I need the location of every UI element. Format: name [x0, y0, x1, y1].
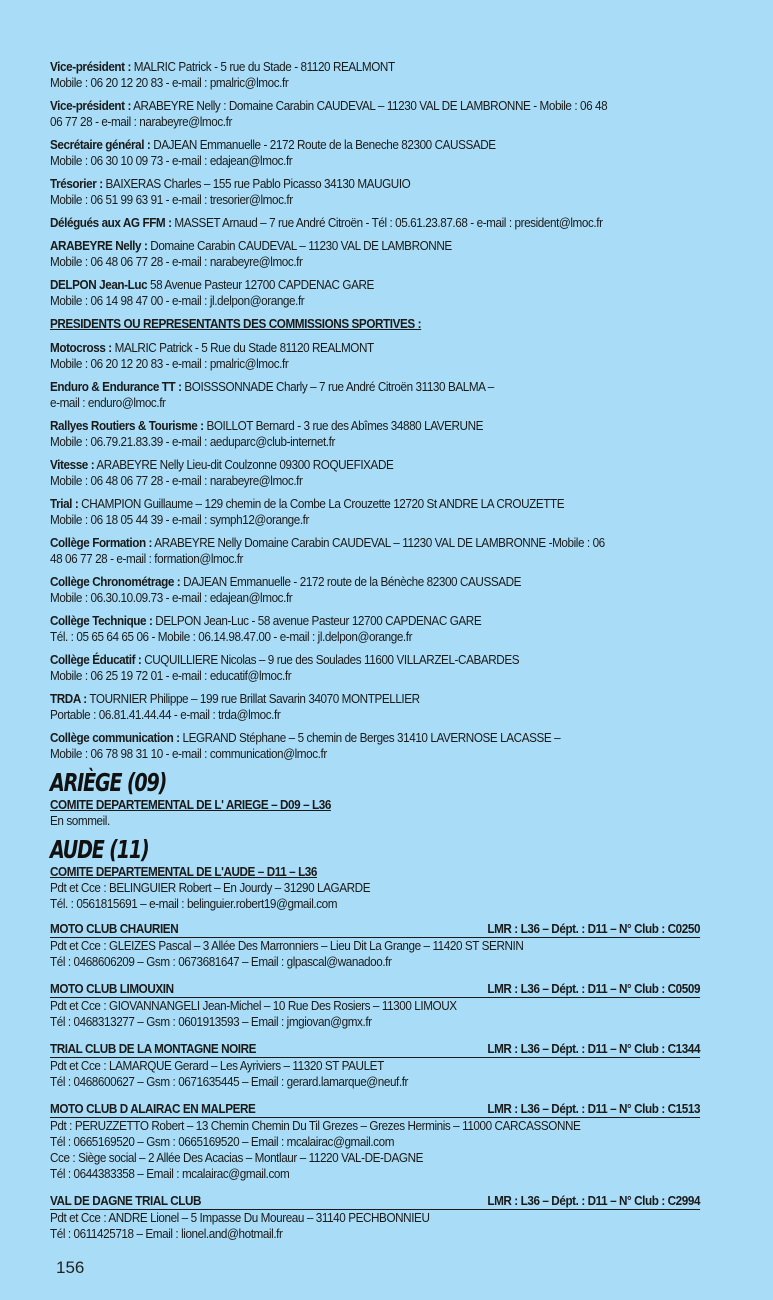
- commission-detail: Mobile : 06 78 98 31 10 - e-mail : communication@lmoc.fr: [50, 747, 327, 761]
- officer-line: [50, 176, 700, 192]
- commission-detail: Mobile : 06.79.21.83.39 - e-mail : aeduparc@club-internet.fr: [50, 435, 335, 449]
- commission-detail: 48 06 77 28 - e-mail : formation@lmoc.fr: [50, 552, 244, 566]
- officer-detail: Mobile : 06 30 10 09 73 - e-mail : edajean@lmoc.fr: [50, 154, 293, 168]
- commission-line: [50, 535, 700, 551]
- aude-title: AUDE (11): [50, 835, 149, 864]
- club-block: [50, 1042, 700, 1090]
- commission-entry: [50, 691, 700, 723]
- club-block: [50, 982, 700, 1030]
- club-detail-line: Pdt et Cce : GIOVANNANGELI Jean-Michel – 10 Rue Des Rosiers – 11300 LIMOUX: [50, 999, 457, 1013]
- commission-label: Collège communication :: [50, 731, 180, 745]
- club-reference: LMR : L36 – Dépt. : D11 – N° Club : C0509: [487, 982, 701, 996]
- officer-entry: [50, 238, 700, 270]
- officer-line: [50, 215, 700, 231]
- officer-entry: [50, 59, 700, 91]
- page-content: [50, 59, 700, 1254]
- officer-label: Vice-président :: [50, 99, 131, 113]
- ariege-title: ARIÈGE (09): [50, 768, 167, 797]
- club-name: MOTO CLUB D ALAIRAC EN MALPERE: [50, 1102, 256, 1116]
- officer-detail: Mobile : 06 20 12 20 83 - e-mail : pmalric@lmoc.fr: [50, 76, 289, 90]
- commission-line: [50, 691, 700, 707]
- officers-list: [50, 59, 700, 309]
- club-block: [50, 1194, 700, 1242]
- officer-text: MASSET Arnaud – 7 rue André Citroën - Tél : 05.61.23.87.68 - e-mail : president@lmoc.fr: [171, 216, 603, 230]
- commission-detail: Mobile : 06 18 05 44 39 - e-mail : symph12@orange.fr: [50, 513, 310, 527]
- officer-line: [50, 98, 700, 114]
- commission-entry: [50, 574, 700, 606]
- commission-text: ARABEYRE Nelly Lieu-dit Coulzonne 09300 ROQUEFIXADE: [94, 458, 394, 472]
- club-header: [50, 1102, 700, 1118]
- club-reference: LMR : L36 – Dépt. : D11 – N° Club : C2994: [487, 1194, 701, 1208]
- aude-comite-heading: COMITE DEPARTEMENTAL DE L'AUDE – D11 – L36: [50, 865, 317, 879]
- club-detail-line: Cce : Siège social – 2 Allée Des Acacias – Montlaur – 11220 VAL-DE-DAGNE: [50, 1151, 424, 1165]
- commission-label: Collège Chronométrage :: [50, 575, 181, 589]
- club-name: TRIAL CLUB DE LA MONTAGNE NOIRE: [50, 1042, 257, 1056]
- commission-detail: Portable : 06.81.41.44.44 - e-mail : trda@lmoc.fr: [50, 708, 281, 722]
- commissions-heading: PRESIDENTS OU REPRESENTANTS DES COMMISSIONS SPORTIVES :: [50, 317, 422, 331]
- officer-line: [50, 238, 700, 254]
- officer-text: BAIXERAS Charles – 155 rue Pablo Picasso 34130 MAUGUIO: [102, 177, 411, 191]
- commission-detail: Mobile : 06 25 19 72 01 - e-mail : educatif@lmoc.fr: [50, 669, 292, 683]
- commission-label: Rallyes Routiers & Tourisme :: [50, 419, 204, 433]
- page-number: 156: [56, 1258, 85, 1277]
- club-name: VAL DE DAGNE TRIAL CLUB: [50, 1194, 202, 1208]
- club-reference: LMR : L36 – Dépt. : D11 – N° Club : C1513: [487, 1102, 701, 1116]
- commission-text: CUQUILLIERE Nicolas – 9 rue des Soulades 11600 VILLARZEL-CABARDES: [141, 653, 520, 667]
- commission-line: [50, 379, 700, 395]
- aude-comite-line: Tél. : 0561815691 – e-mail : belinguier.robert19@gmail.com: [50, 897, 338, 911]
- officer-text: ARABEYRE Nelly : Domaine Carabin CAUDEVAL – 11230 VAL DE LAMBRONNE - Mobile : 06 48: [130, 99, 608, 113]
- club-header: [50, 982, 700, 998]
- commission-entry: [50, 340, 700, 372]
- commission-text: BOISSSONNADE Charly – 7 rue André Citroën 31130 BALMA –: [181, 380, 494, 394]
- club-reference: LMR : L36 – Dépt. : D11 – N° Club : C0250: [487, 922, 701, 936]
- officer-label: ARABEYRE Nelly :: [50, 239, 148, 253]
- commission-label: TRDA :: [50, 692, 87, 706]
- commission-entry: [50, 652, 700, 684]
- ariege-status: En sommeil.: [50, 814, 110, 828]
- commission-text: ARABEYRE Nelly Domaine Carabin CAUDEVAL – 11230 VAL DE LAMBRONNE -Mobile : 06: [152, 536, 605, 550]
- commission-label: Collège Éducatif :: [50, 653, 142, 667]
- commission-entry: [50, 613, 700, 645]
- clubs-list: [50, 922, 700, 1242]
- aude-comite-block: [50, 864, 700, 912]
- officer-entry: [50, 277, 700, 309]
- ariege-comite-heading: COMITE DEPARTEMENTAL DE L' ARIEGE – D09 – L36: [50, 798, 331, 812]
- club-block: [50, 922, 700, 970]
- officer-label: DELPON Jean-Luc: [50, 278, 148, 292]
- officer-line: [50, 277, 700, 293]
- club-detail-line: Tél : 0644383358 – Email : mcalairac@gmail.com: [50, 1167, 290, 1181]
- club-detail-line: Pdt et Cce : LAMARQUE Gerard – Les Ayriviers – 11320 ST PAULET: [50, 1059, 384, 1073]
- commission-label: Trial :: [50, 497, 79, 511]
- club-detail-line: Pdt et Cce : ANDRE Lionel – 5 Impasse Du Moureau – 31140 PECHBONNIEU: [50, 1211, 430, 1225]
- officer-text: Domaine Carabin CAUDEVAL – 11230 VAL DE LAMBRONNE: [147, 239, 452, 253]
- club-block: [50, 1102, 700, 1182]
- commission-line: [50, 730, 700, 746]
- commission-line: [50, 496, 700, 512]
- commission-label: Vitesse :: [50, 458, 95, 472]
- commission-entry: [50, 535, 700, 567]
- commission-line: [50, 574, 700, 590]
- commission-text: CHAMPION Guillaume – 129 chemin de la Combe La Crouzette 12720 St ANDRE LA CROUZETTE: [78, 497, 565, 511]
- ariege-comite-block: [50, 797, 700, 829]
- officer-detail: Mobile : 06 14 98 47 00 - e-mail : jl.delpon@orange.fr: [50, 294, 305, 308]
- commission-detail: Mobile : 06.30.10.09.73 - e-mail : edajean@lmoc.fr: [50, 591, 293, 605]
- club-header: [50, 922, 700, 938]
- commission-label: Enduro & Endurance TT :: [50, 380, 182, 394]
- commission-label: Motocross :: [50, 341, 112, 355]
- commission-detail: Tél. : 05 65 64 65 06 - Mobile : 06.14.98.47.00 - e-mail : jl.delpon@orange.fr: [50, 630, 413, 644]
- officer-line: [50, 59, 700, 75]
- officer-entry: [50, 215, 700, 231]
- officer-detail: Mobile : 06 48 06 77 28 - e-mail : narabeyre@lmoc.fr: [50, 255, 303, 269]
- club-name: MOTO CLUB CHAURIEN: [50, 922, 179, 936]
- commission-line: [50, 418, 700, 434]
- officer-detail: Mobile : 06 51 99 63 91 - e-mail : tresorier@lmoc.fr: [50, 193, 293, 207]
- officer-entry: [50, 98, 700, 130]
- aude-comite-line: Pdt et Cce : BELINGUIER Robert – En Jourdy – 31290 LAGARDE: [50, 881, 371, 895]
- commission-entry: [50, 496, 700, 528]
- commission-label: Collège Technique :: [50, 614, 153, 628]
- commissions-list: [50, 340, 700, 762]
- club-detail-line: Tél : 0611425718 – Email : lionel.and@hotmail.fr: [50, 1227, 283, 1241]
- commission-detail: Mobile : 06 48 06 77 28 - e-mail : narabeyre@lmoc.fr: [50, 474, 303, 488]
- commission-line: [50, 652, 700, 668]
- officer-text: 58 Avenue Pasteur 12700 CAPDENAC GARE: [147, 278, 374, 292]
- club-name: MOTO CLUB LIMOUXIN: [50, 982, 174, 996]
- club-detail-line: Tél : 0468606209 – Gsm : 0673681647 – Email : glpascal@wanadoo.fr: [50, 955, 392, 969]
- commission-text: LEGRAND Stéphane – 5 chemin de Berges 31410 LAVERNOSE LACASSE –: [179, 731, 561, 745]
- commission-entry: [50, 457, 700, 489]
- commission-text: TOURNIER Philippe – 199 rue Brillat Savarin 34070 MONTPELLIER: [86, 692, 420, 706]
- commission-detail: Mobile : 06 20 12 20 83 - e-mail : pmalric@lmoc.fr: [50, 357, 289, 371]
- club-detail-line: Pdt : PERUZZETTO Robert – 13 Chemin Chemin Du Til Grezes – Grezes Herminis – 11000 CARCASSONNE: [50, 1119, 581, 1133]
- commission-entry: [50, 418, 700, 450]
- commission-detail: e-mail : enduro@lmoc.fr: [50, 396, 166, 410]
- commission-line: [50, 340, 700, 356]
- club-detail-line: Tél : 0468313277 – Gsm : 0601913593 – Email : jmgiovan@gmx.fr: [50, 1015, 372, 1029]
- officer-label: Secrétaire général :: [50, 138, 151, 152]
- officer-detail: 06 77 28 - e-mail : narabeyre@lmoc.fr: [50, 115, 232, 129]
- commission-label: Collège Formation :: [50, 536, 153, 550]
- club-detail-line: Pdt et Cce : GLEIZES Pascal – 3 Allée Des Marronniers – Lieu Dit La Grange – 11420 ST SERNIN: [50, 939, 524, 953]
- commission-line: [50, 613, 700, 629]
- officer-line: [50, 137, 700, 153]
- officer-text: MALRIC Patrick - 5 rue du Stade - 81120 REALMONT: [130, 60, 395, 74]
- commission-text: DAJEAN Emmanuelle - 2172 route de la Bénèche 82300 CAUSSADE: [180, 575, 522, 589]
- commission-entry: [50, 379, 700, 411]
- officer-text: DAJEAN Emmanuelle - 2172 Route de la Beneche 82300 CAUSSADE: [150, 138, 496, 152]
- club-detail-line: Tél : 0665169520 – Gsm : 0665169520 – Email : mcalairac@gmail.com: [50, 1135, 395, 1149]
- club-header: [50, 1194, 700, 1210]
- officer-entry: [50, 176, 700, 208]
- commission-entry: [50, 730, 700, 762]
- officer-label: Vice-président :: [50, 60, 131, 74]
- officer-label: Trésorier :: [50, 177, 103, 191]
- officer-label: Délégués aux AG FFM :: [50, 216, 172, 230]
- club-header: [50, 1042, 700, 1058]
- commission-text: DELPON Jean-Luc - 58 avenue Pasteur 12700 CAPDENAC GARE: [152, 614, 482, 628]
- commission-line: [50, 457, 700, 473]
- commission-text: MALRIC Patrick - 5 Rue du Stade 81120 REALMONT: [111, 341, 374, 355]
- club-reference: LMR : L36 – Dépt. : D11 – N° Club : C1344: [487, 1042, 701, 1056]
- officer-entry: [50, 137, 700, 169]
- club-detail-line: Tél : 0468600627 – Gsm : 0671635445 – Email : gerard.lamarque@neuf.fr: [50, 1075, 409, 1089]
- commission-text: BOILLOT Bernard - 3 rue des Abîmes 34880 LAVERUNE: [203, 419, 484, 433]
